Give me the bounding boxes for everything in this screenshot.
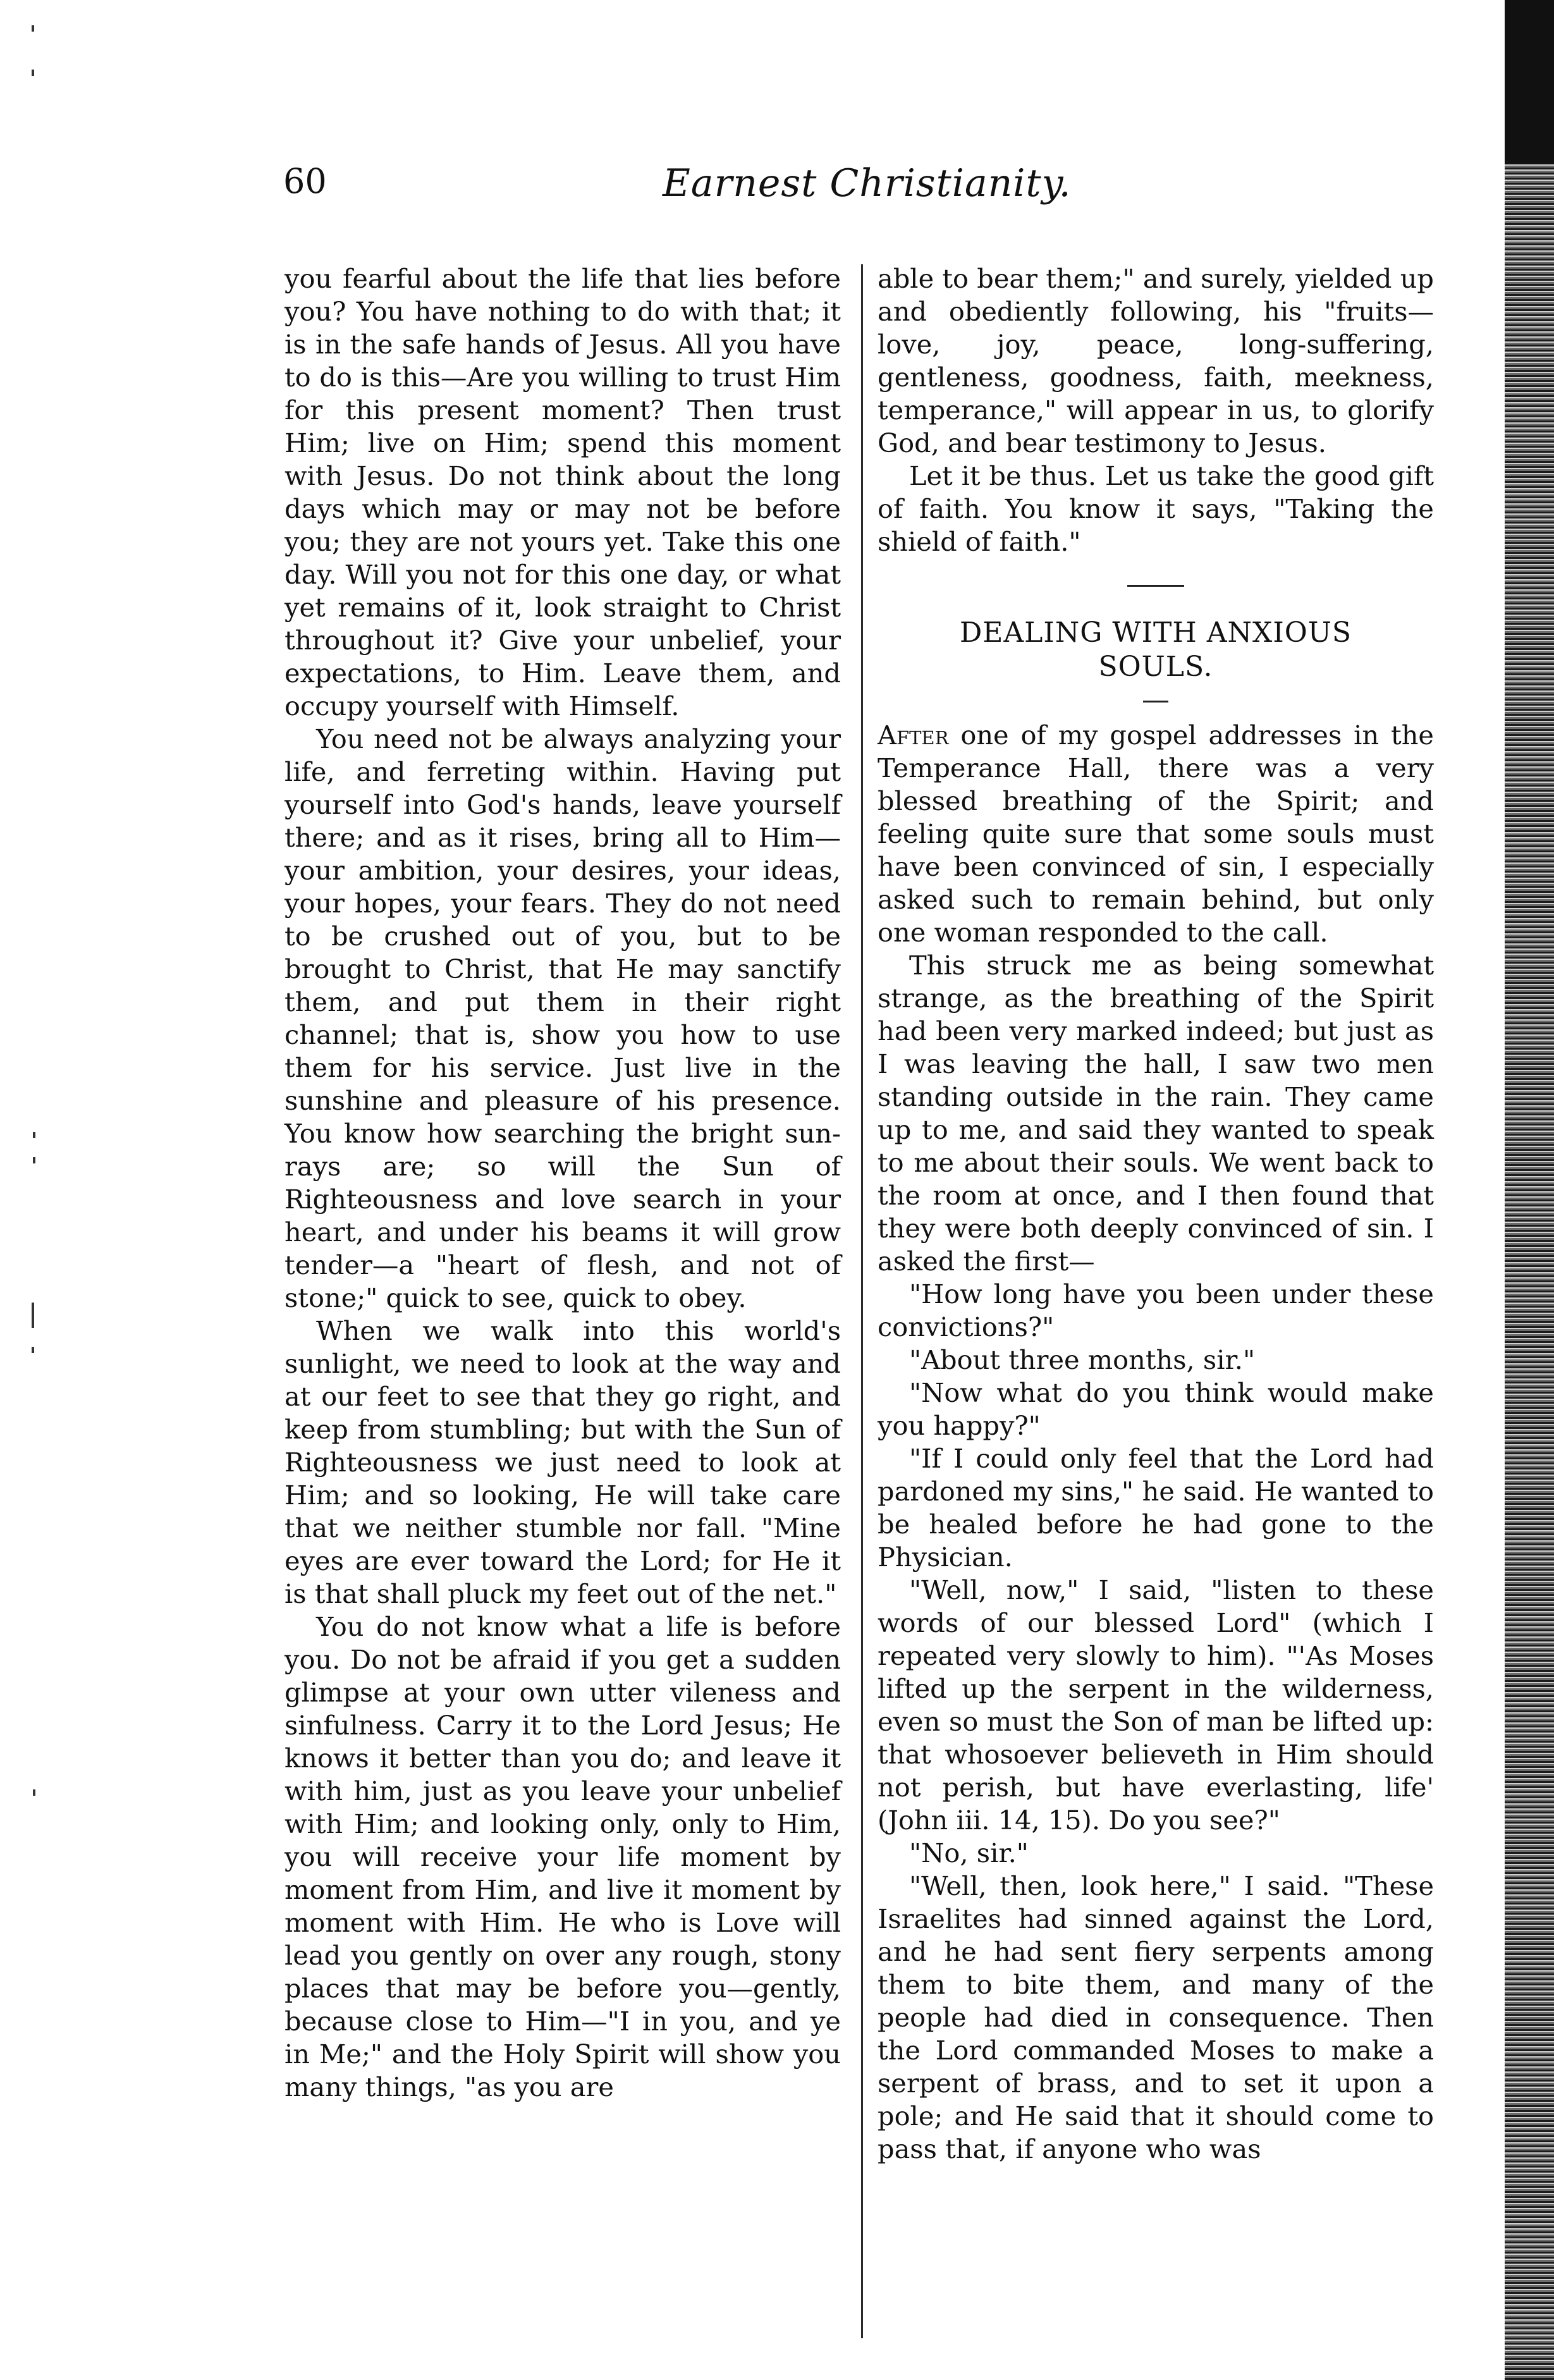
paragraph: able to bear them;" and surely, yielded up and obediently following, his "fruits—love, joy, peace, long-suffering, gentleness, goodness, faith, meekness, temperance," will appear in us, to glorify God, and bear testimony to Jesus. — [878, 263, 1434, 458]
section-title-line: DEALING WITH ANXIOUS — [960, 616, 1352, 649]
opening-words: After — [878, 720, 949, 751]
column-divider — [861, 264, 863, 2338]
running-title: Earnest Christianity. — [663, 161, 1072, 205]
scanned-page-edge — [1505, 0, 1554, 2380]
dialogue-line: "Now what do you think would make you happy?" — [878, 1377, 1434, 1441]
paragraph: This struck me as being somewhat strange, as the breathing of the Spirit had been very marked indeed; but just as I was leaving the hall, I saw two men standing outside in the rain. They came up to me, and said they wanted to speak to me about their souls. We went back to the room at once, and I then found that they were both deeply convinced of sin. I asked the first— — [878, 950, 1434, 1277]
dialogue-line: "About three months, sir." — [909, 1344, 1256, 1375]
dialogue-line: "No, sir." — [909, 1837, 1029, 1868]
dialogue-line: "How long have you been under these convictions?" — [878, 1279, 1434, 1342]
scan-speck — [33, 1132, 35, 1138]
paragraph: You need not be always analyzing your life, and ferreting within. Having put yourself into God's hands, leave yourself there; and as it rises, bring all to Him—your ambition, your desires, your ideas, your hopes, your fears. They do not need to be crushed out of you, but to be brought to Christ, that He may sanctify them, and put them in their right channel; that is, show you how to use them for his service. Just live in the sunshine and pleasure of his presence. You know how searching the bright sun-rays are; so will the Sun of Righteousness and love search in your heart, and under his beams it will grow tender—a "heart of flesh, and not of stone;" quick to see, quick to obey. — [284, 723, 841, 1313]
page-header — [283, 161, 1484, 212]
dialogue-line: "If I could only feel that the Lord had pardoned my sins," he said. He wanted to be healed before he had gone to the Physician. — [878, 1443, 1434, 1573]
paragraph: When we walk into this world's sunlight, we need to look at the way and at our feet to see that they go right, and keep from stumbling; but with the Sun of Righteousness we just need to look at Him; and so looking, He will take care that we neither stumble nor fall. "Mine eyes are ever toward the Lord; for He it is that shall pluck my feet out of the net." — [284, 1315, 841, 1609]
paragraph: You do not know what a life is before you. Do not be afraid if you get a sudden glimpse at your own utter vileness and sinfulness. Carry it to the Lord Jesus; He knows it better than you do; and leave it with him, just as you leave your unbelief with Him; and looking only, only to Him, you will receive your life moment by moment from Him, and live it moment by moment with Him. He who is Love will lead you gently on over any rough, stony places that may be before you—gently, because close to Him—"I in you, and ye in Me;" and the Holy Spirit will show you many things, "as you are — [284, 1611, 841, 2102]
section-divider — [1127, 585, 1184, 587]
scan-speck — [33, 1157, 35, 1163]
paragraph-text: one of my gospel addresses in the Temperance Hall, there was a very blessed breathing of the Spirit; and feeling quite sure that some souls must have been convinced of sin, I especially asked such to remain behind, but only one woman responded to the call. — [878, 720, 1434, 948]
left-column — [284, 262, 841, 2104]
scan-speck — [32, 1303, 34, 1328]
paragraph: Let it be thus. Let us take the good gift of faith. You know it says, "Taking the shield of faith." — [878, 460, 1434, 557]
dialogue-line: "Well, then, look here," I said. "These Israelites had sinned against the Lord, and he had sent fiery serpents among them to bite them, and many of the people had died in consequence. Then the Lord commanded Moses to make a serpent of brass, and to set it upon a pole; and He said that it should come to pass that, if anyone who was — [878, 1870, 1434, 2164]
paragraph — [878, 719, 1434, 949]
scan-speck — [32, 70, 34, 76]
scanned-page-edge-top — [1505, 0, 1554, 164]
title-divider — [1143, 701, 1168, 702]
section-title-line: SOULS. — [1098, 651, 1213, 683]
scan-speck — [32, 25, 34, 32]
dialogue-line: "Well, now," I said, "listen to these words of our blessed Lord" (which I repeated very slowly to him). "'As Moses lifted up the serpent in the wilderness, even so must the Son of man be lifted up: that whosoever believeth in Him should not perish, but have everlasting, life' (John iii. 14, 15). Do you see?" — [878, 1574, 1434, 1836]
scan-speck — [33, 1789, 35, 1796]
paragraph: you fearful about the life that lies before you? You have nothing to do with that; it is in the safe hands of Jesus. All you have to do is this—Are you willing to trust Him for this present moment? Then trust Him; live on Him; spend this moment with Jesus. Do not think about the long days which may or may not be before you; they are not yours yet. Take this one day. Will you not for this one day, or what yet remains of it, look straight to Christ throughout it? Give your unbelief, your expectations, to Him. Leave them, and occupy yourself with Himself. — [284, 263, 841, 721]
right-column — [878, 262, 1434, 2166]
scan-speck — [32, 1347, 34, 1353]
section-title — [878, 616, 1434, 684]
page-number: 60 — [283, 161, 327, 201]
